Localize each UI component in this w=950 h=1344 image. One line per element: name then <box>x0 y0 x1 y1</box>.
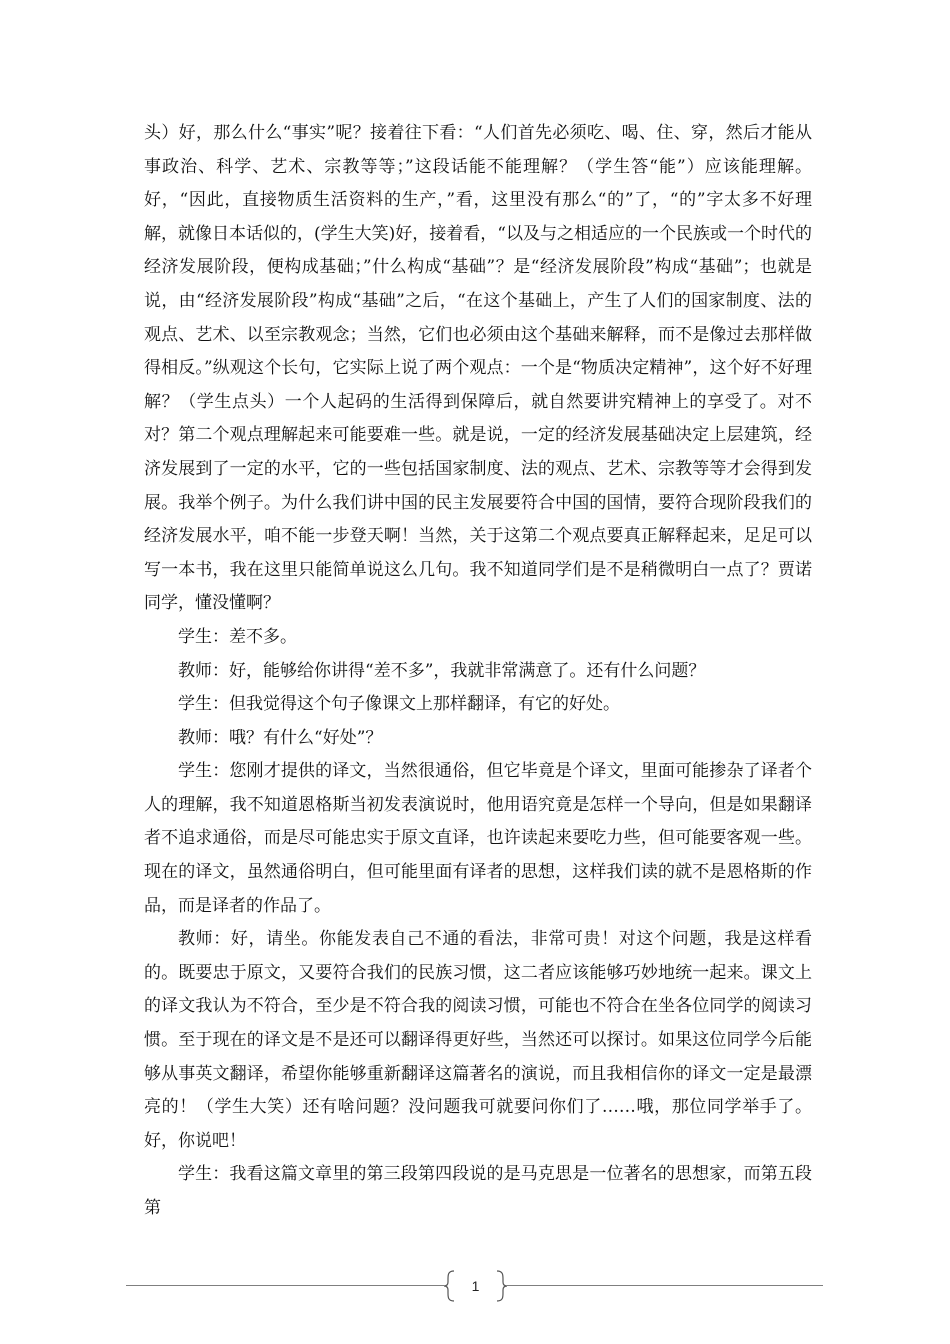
paragraph-student-reply: 学生：差不多。 <box>178 626 297 647</box>
paragraph-teacher-question: 教师：哦？有什么“好处”？ <box>178 727 383 748</box>
paragraph-teacher-response: 教师：好，请坐。你能发表自己不通的看法，非常可贵！对这个问题，我是这样看的。既要忠于原文，又要符合我们的民族习惯，这二者应该能够巧妙地统一起来。课文上的译文我认为不符合，至少是不符合我的阅读习惯，可能也不符合在坐各位同学的阅读习惯。至于现在的译文是不是还可以翻译得更好些，当然还可以探讨。如果这位同学今后能够从事英文翻译，希望你能够重新翻译这篇著名的演说，而且我相信你的译文一定是最漂亮的！（学生大笑）还有啥问题？没问题我可就要问你们了……哦，那位同学举手了。好，你说吧！ <box>144 929 812 1151</box>
page-footer <box>0 1266 950 1306</box>
paragraph-student-last: 学生：我看这篇文章里的第三段第四段说的是马克思是一位著名的思想家，而第五段第 <box>144 1164 812 1218</box>
footer-rule-right <box>507 1285 823 1286</box>
paragraph-continuation: 头）好，那么什么“事实”呢？接着往下看：“人们首先必须吃、喝、住、穿，然后才能从事政治、科学、艺术、宗教等等；”这段话能不能理解？（学生答“能”）应该能理解。好，“因此，直接物质生活资料的生产，”看，这里没有那么“的”了，“的”字太多不好理解，就像日本话似的，(学生大笑)好，接着看，“以及与之相适应的一个民族或一个时代的经济发展阶段，便构成基础；”什么构成“基础”？是“经济发展阶段”构成“基础”；也就是说，由“经济发展阶段”构成“基础”之后，“在这个基础上，产生了人们的国家制度、法的观点、艺术、以至宗教观念；当然，它们也必须由这个基础来解释，而不是像过去那样做得相反。”纵观这个长句，它实际上说了两个观点：一个是“物质决定精神”，这个好不好理解？（学生点头）一个人起码的生活得到保障后，就自然要讲究精神上的享受了。对不对？第二个观点理解起来可能要难一些。就是说，一定的经济发展基础决定上层建筑，经济发展到了一定的水平，它的一些包括国家制度、法的观点、艺术、宗教等等才会得到发展。我举个例子。为什么我们讲中国的民主发展要符合中国的国情，要符合现阶段我们的经济发展水平，咱不能一步登天啊！当然，关于这第二个观点要真正解释起来，足足可以写一本书，我在这里只能简单说这么几句。我不知道同学们是不是稍微明白一点了？贾诺同学，懂没懂啊？ <box>144 123 812 614</box>
paragraph-student-opinion: 学生：但我觉得这个句子像课文上那样翻译，有它的好处。 <box>178 694 620 715</box>
document-body <box>144 117 812 1226</box>
page-number-badge <box>444 1269 507 1303</box>
paragraph-teacher-reply: 教师：好，能够给你讲得“差不多”，我就非常满意了。还有什么问题？ <box>178 660 706 681</box>
paragraph-student-explanation: 学生：您刚才提供的译文，当然很通俗，但它毕竟是个译文，里面可能掺杂了译者个人的理解，我不知道恩格斯当初发表演说时，他用语究竟是怎样一个导向，但是如果翻译者不追求通俗，而是尽可能忠实于原文直译，也许读起来要吃力些，但可能要客观一些。现在的译文，虽然通俗明白，但可能里面有译者的思想，这样我们读的就不是恩格斯的作品，而是译者的作品了。 <box>144 761 812 916</box>
footer-rule-left <box>126 1285 444 1286</box>
page-number: 1 <box>471 1278 480 1294</box>
